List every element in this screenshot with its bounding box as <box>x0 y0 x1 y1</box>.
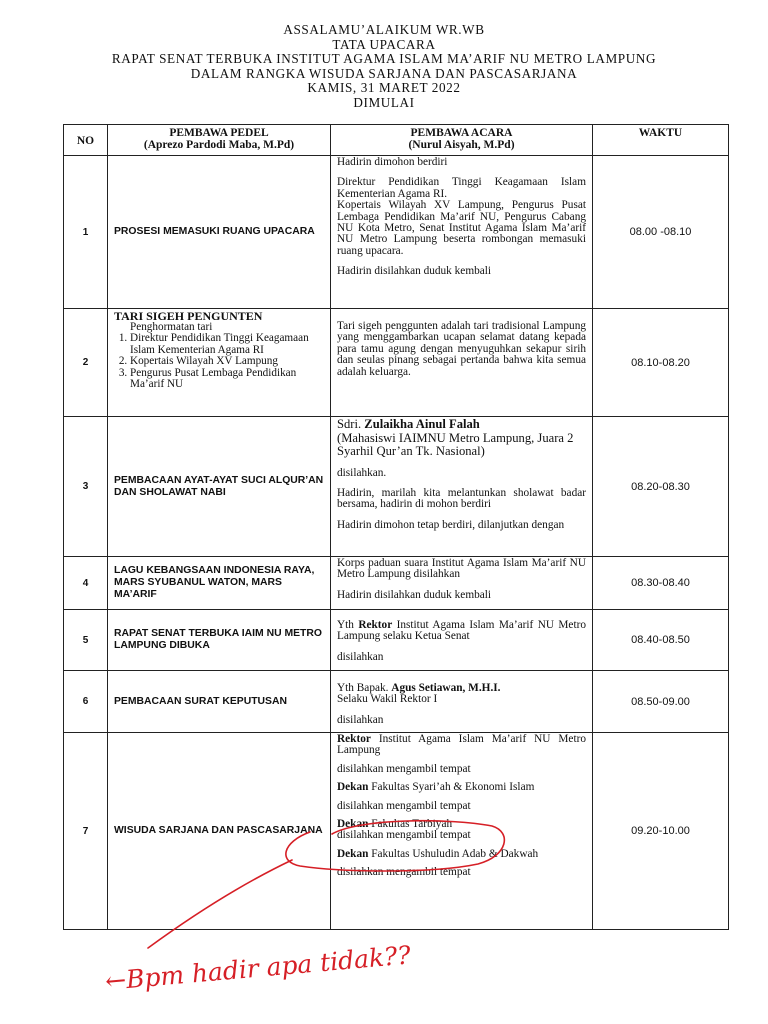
block-text: Fakultas Tarbiyah <box>368 818 453 831</box>
acara-rest: Institut Agama Islam Ma’arif NU Metro Lampung selaku Ketua Senat <box>337 619 586 643</box>
acara-line: Hadirin dimohon berdiri <box>337 156 448 168</box>
list-item: 2. Kopertais Wilayah XV Lampung <box>130 356 324 367</box>
acara-line: Tari sigeh penggunten adalah tari tradisional Lampung yang menggambarkan ucapan selamat datang kepada para tamu agung dengan menyuguhkan sekapur sirih dan seulas pinang sebagai pertanda bahwa kita semua adalah keluarga. <box>337 320 586 378</box>
col-header-pedel <box>108 125 331 156</box>
table-row <box>64 671 729 733</box>
acara-line: disilahkan mengambil tempat <box>337 762 471 775</box>
row-waktu: 08.40-08.50 <box>593 610 729 671</box>
acara-line: disilahkan <box>337 713 384 726</box>
row-pedel: PEMBACAAN AYAT-AYAT SUCI ALQUR’AN DAN SHOLAWAT NABI <box>108 417 331 557</box>
row-acara <box>331 671 593 733</box>
row-acara <box>331 733 593 930</box>
acara-line: disilahkan mengambil tempat <box>337 829 471 842</box>
row-pedel: PROSESI MEMASUKI RUANG UPACARA <box>108 156 331 309</box>
header-event: RAPAT SENAT TERBUKA INSTITUT AGAMA ISLAM MA’ARIF NU METRO LAMPUNG <box>111 51 657 67</box>
block-text: Fakultas Syari’ah & Ekonomi Islam <box>368 781 535 794</box>
block-role: Dekan <box>337 818 369 831</box>
row-waktu: 08.10-08.20 <box>593 309 729 417</box>
acara-line: Hadirin disilahkan duduk kembali <box>337 588 492 601</box>
speaker-name: Agus Setiawan, M.H.I. <box>391 682 501 694</box>
row-number: 1 <box>64 156 108 309</box>
col-header-pedel-name: (Aprezo Pardodi Maba, M.Pd) <box>143 139 295 151</box>
list-item: 1. Direktur Pendidikan Tinggi Keagamaan Islam Kementerian Agama RI <box>130 333 324 356</box>
acara-role: Rektor <box>358 619 393 631</box>
ceremony-schedule-table <box>63 124 729 930</box>
wisuda-block-dekan-ushuludin <box>337 849 586 860</box>
table-row <box>64 309 729 417</box>
acara-prefix: Yth Bapak. <box>337 682 392 694</box>
table-row <box>64 733 729 930</box>
col-header-acara-label: PEMBAWA ACARA <box>410 127 513 139</box>
row-acara <box>331 557 593 610</box>
row-waktu: 08.30-08.40 <box>593 557 729 610</box>
acara-prefix: Yth <box>337 619 359 631</box>
row-number: 7 <box>64 733 108 930</box>
table-row <box>64 417 729 557</box>
row-number: 5 <box>64 610 108 671</box>
row-acara <box>331 417 593 557</box>
row-number: 2 <box>64 309 108 417</box>
pedel-list <box>114 333 324 390</box>
acara-line: Direktur Pendidikan Tinggi Keagamaan Islam Kementerian Agama RI. <box>337 176 586 200</box>
row-acara <box>331 610 593 671</box>
header-greeting: ASSALAMU’ALAIKUM WR.WB <box>283 22 485 37</box>
acara-speaker-role: Selaku Wakil Rektor I <box>337 693 438 706</box>
header-start: DIMULAI <box>353 94 415 110</box>
block-text: Institut Agama Islam Ma’arif NU Metro Lampung <box>337 733 586 757</box>
header-purpose: DALAM RANGKA WISUDA SARJANA DAN PASCASARJANA <box>190 65 578 81</box>
table-header-row <box>64 125 729 156</box>
pedel-body <box>114 322 324 390</box>
pedel-title: TARI SIGEH PENGUNTEN <box>114 309 263 323</box>
reciter-name: Zulaikha Ainul Falah <box>364 417 480 431</box>
row-acara <box>331 309 593 417</box>
acara-reciter-detail: (Mahasiswi IAIMNU Metro Lampung, Juara 2 Syarhil Qur’an Tk. Nasional) <box>337 430 574 458</box>
row-number: 4 <box>64 557 108 610</box>
acara-line: disilahkan mengambil tempat <box>337 799 471 812</box>
acara-line: Korps paduan suara Institut Agama Islam Ma’arif NU Metro Lampung disilahkan <box>337 557 586 581</box>
row-waktu: 08.20-08.30 <box>593 417 729 557</box>
acara-line: disilahkan <box>337 650 384 663</box>
acara-line: Kopertais Wilayah XV Lampung, Pengurus Pusat Lembaga Pendidikan Ma’arif NU, Pengurus Cabang NU Kota Metro, Senat Institut Agama Islam Ma’arif NU Metro Lampung beserta rombongan memasuki ruang upacara. <box>337 199 586 257</box>
col-header-acara-name: (Nurul Aisyah, M.Pd) <box>408 139 515 151</box>
acara-line: disilahkan mengambil tempat <box>337 866 471 879</box>
acara-line: Hadirin, marilah kita melantunkan sholawat badar bersama, hadirin di mohon berdiri <box>337 486 586 511</box>
row-pedel <box>108 309 331 417</box>
row-waktu: 09.20-10.00 <box>593 733 729 930</box>
block-role: Dekan <box>337 847 369 860</box>
wisuda-block-rektor <box>337 734 586 757</box>
col-header-no: NO <box>64 125 108 156</box>
document-header <box>0 23 768 111</box>
acara-prefix: Sdri. <box>337 417 365 431</box>
col-header-acara <box>331 125 593 156</box>
row-waktu: 08.00 -08.10 <box>593 156 729 309</box>
row-pedel: PEMBACAAN SURAT KEPUTUSAN <box>108 671 331 733</box>
header-title: TATA UPACARA <box>332 36 436 52</box>
table-row <box>64 156 729 309</box>
block-text: Fakultas Ushuludin Adab & Dakwah <box>368 847 539 860</box>
block-role: Dekan <box>337 781 369 794</box>
block-role: Rektor <box>337 733 371 745</box>
col-header-pedel-label: PEMBAWA PEDEL <box>169 127 269 139</box>
acara-line: disilahkan. <box>337 466 387 479</box>
pedel-intro: Penghormatan tari <box>130 321 213 333</box>
acara-line: Hadirin dimohon tetap berdiri, dilanjutkan dengan <box>337 518 565 531</box>
col-header-waktu: WAKTU <box>593 125 729 156</box>
row-acara <box>331 156 593 309</box>
table-row <box>64 610 729 671</box>
list-item: 3. Pengurus Pusat Lembaga Pendidikan Ma’arif NU <box>130 368 324 391</box>
row-pedel: LAGU KEBANGSAAN INDONESIA RAYA, MARS SYUBANUL WATON, MARS MA’ARIF <box>108 557 331 610</box>
acara-rektor-line <box>337 620 586 643</box>
row-pedel: WISUDA SARJANA DAN PASCASARJANA <box>108 733 331 930</box>
row-pedel: RAPAT SENAT TERBUKA IAIM NU METRO LAMPUNG DIBUKA <box>108 610 331 671</box>
acara-line: Hadirin disilahkan duduk kembali <box>337 265 492 278</box>
acara-reciter <box>337 418 586 432</box>
row-number: 6 <box>64 671 108 733</box>
wisuda-block-dekan-syariah <box>337 782 586 793</box>
handwritten-note: ←Bpm hadir apa tidak?? <box>103 940 412 996</box>
row-waktu: 08.50-09.00 <box>593 671 729 733</box>
row-number: 3 <box>64 417 108 557</box>
table-row <box>64 557 729 610</box>
header-date: KAMIS, 31 MARET 2022 <box>307 80 461 96</box>
